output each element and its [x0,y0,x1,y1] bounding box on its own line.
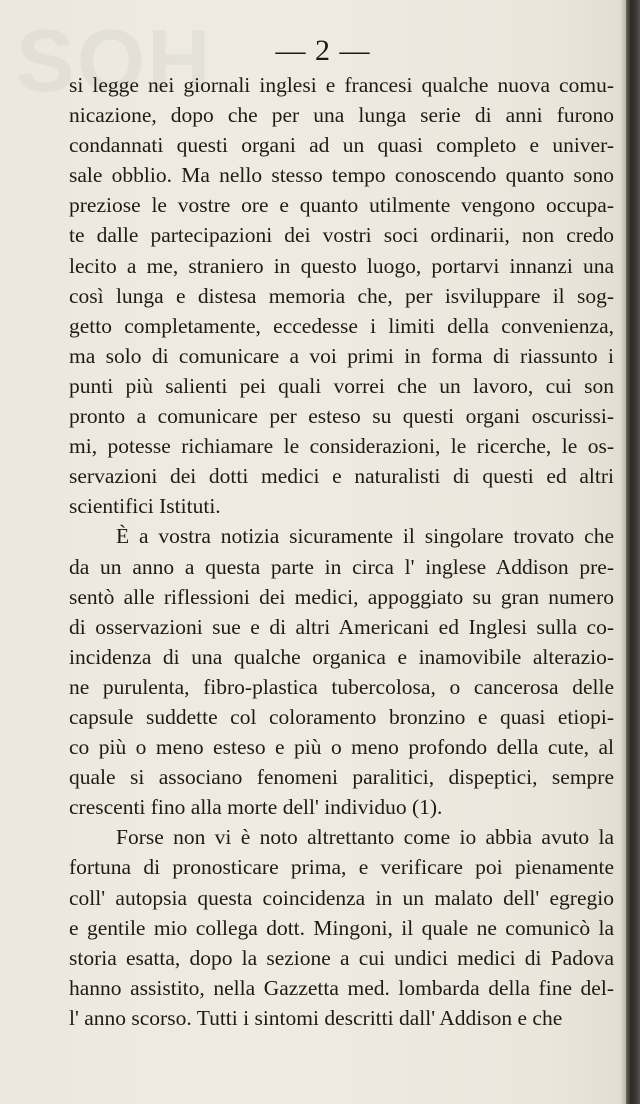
text-line: capsule suddette col coloramento bronzino e quasi etiopi- [69,704,614,729]
paragraph-end-line: scientifici Istituti. [69,494,221,519]
page-edge [626,0,640,1104]
text-line: così lunga e distesa memoria che, per isviluppare il sog- [69,283,614,308]
paragraph-start-line: È a vostra notizia sicuramente il singolare trovato che [116,524,614,549]
text-line: quale si associano fenomeni paralitici, dispeptici, sempre [69,765,614,790]
text-line: te dalle partecipazioni dei vostri soci ordinarii, non credo [69,223,614,248]
text-line: coll' autopsia questa coincidenza in un malato dell' egregio [69,885,614,910]
text-line: lecito a me, straniero in questo luogo, portarvi innanzi una [69,253,614,278]
text-line: fortuna di pronosticare prima, e verificare poi pienamente [69,855,614,880]
text-line: servazioni dei dotti medici e naturalisti di questi ed altri [69,464,614,489]
text-line: sale obblio. Ma nello stesso tempo conoscendo quanto sono [69,163,614,188]
text-line: si legge nei giornali inglesi e francesi qualche nuova comu- [69,73,614,97]
text-line: e gentile mio collega dott. Mingoni, il quale ne comunicò la [69,915,614,940]
text-line: di osservazioni sue e di altri Americani ed Inglesi sulla co- [69,614,614,639]
bleed-through-text: SOH [16,11,213,110]
body-text [69,70,614,1033]
text-line: ma solo di comunicare a voi primi in forma di riassunto i [69,343,614,368]
text-line: mi, potesse richiamare le considerazioni, le ricerche, le os- [69,434,614,459]
text-line: da un anno a questa parte in circa l' inglese Addison pre- [69,554,614,579]
text-line: incidenza di una qualche organica e inamovibile alterazio- [69,644,614,669]
paragraph-start-line: Forse non vi è noto altrettanto come io abbia avuto la [116,825,614,850]
text-line: l' anno scorso. Tutti i sintomi descritti dall' Addison e che [69,1005,563,1030]
text-line: hanno assistito, nella Gazzetta med. lombarda della fine del- [69,975,614,1000]
text-line: sentò alle riflessioni dei medici, appoggiato su gran numero [69,584,614,609]
text-line: preziose le vostre ore e quanto utilmente vengono occupa- [69,193,614,218]
text-line: ne purulenta, fibro-plastica tubercolosa, o cancerosa delle [69,674,614,699]
text-line: condannati questi organi ad un quasi completo e univer- [69,133,614,158]
text-line: storia esatta, dopo la sezione a cui undici medici di Padova [69,945,614,970]
paragraph-end-line: crescenti fino alla morte dell' individuo (1). [69,795,443,820]
page-number: — 2 — [275,34,371,67]
text-line: pronto a comunicare per esteso su questi organi oscurissi- [69,404,614,429]
text-line: punti più salienti pei quali vorrei che un lavoro, cui son [69,373,614,398]
text-line: getto completamente, eccedesse i limiti della convenienza, [69,313,614,338]
text-line: nicazione, dopo che per una lunga serie di anni furono [69,103,614,128]
text-line: co più o meno esteso e più o meno profondo della cute, al [69,735,614,760]
